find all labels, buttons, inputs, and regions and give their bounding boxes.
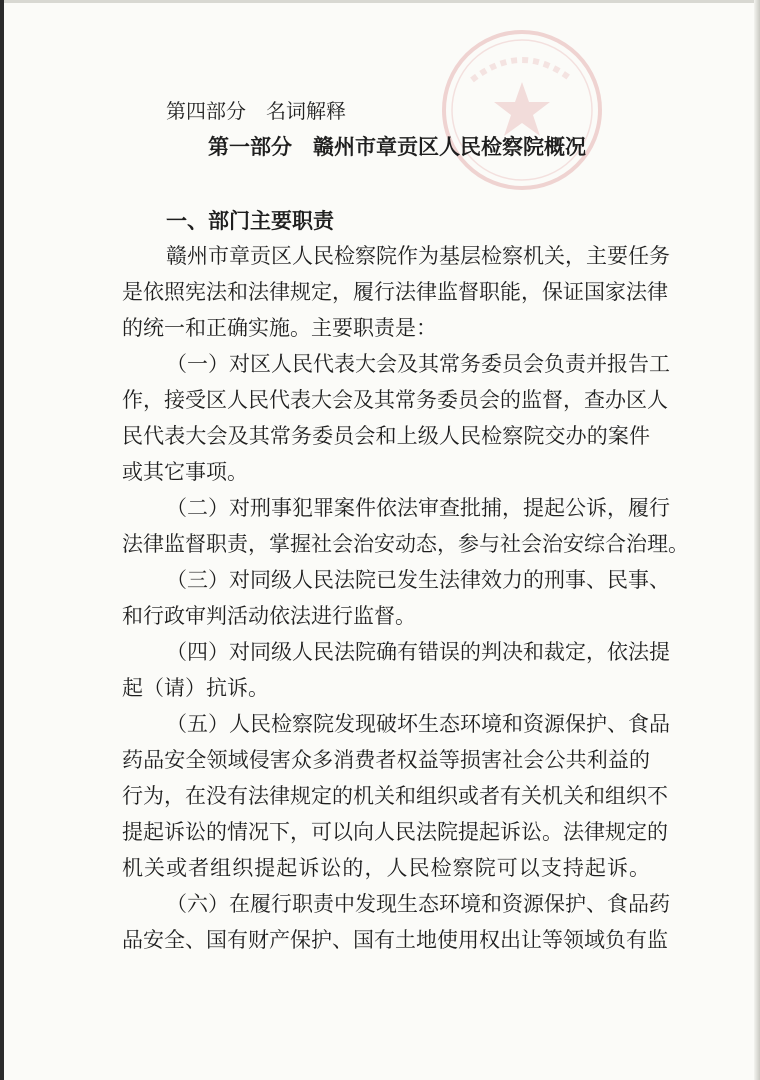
section-4-title: 第四部分 名词解释 <box>166 99 346 123</box>
scan-edge-right <box>754 0 760 1080</box>
scan-edge-top <box>0 0 760 3</box>
paragraph-2-line-4: 或其它事项。 <box>122 460 248 484</box>
part-1-title: 第一部分 赣州市章贡区人民检察院概况 <box>208 134 586 159</box>
paragraph-4-line-2: 和行政审判活动依法进行监督。 <box>122 604 416 628</box>
paragraph-1-line-2: 是依照宪法和法律规定，履行法律监督职能，保证国家法律 <box>122 280 668 304</box>
paragraph-2-line-3: 民代表大会及其常务委员会和上级人民检察院交办的案件 <box>122 424 650 448</box>
paragraph-3-line-1: （二）对刑事犯罪案件依法审查批捕，提起公诉，履行 <box>166 496 670 520</box>
paragraph-7-line-2: 品安全、国有财产保护、国有土地使用权出让等领域负有监 <box>122 928 668 952</box>
paragraph-6-line-4: 提起诉讼的情况下，可以向人民法院提起诉讼。法律规定的 <box>122 820 668 844</box>
paragraph-7-line-1: （六）在履行职责中发现生态环境和资源保护、食品药 <box>166 892 670 916</box>
paragraph-1-line-1: 赣州市章贡区人民检察院作为基层检察机关，主要任务 <box>166 244 670 268</box>
paragraph-5-line-2: 起（请）抗诉。 <box>122 676 269 700</box>
paragraph-6-line-1: （五）人民检察院发现破坏生态环境和资源保护、食品 <box>166 712 670 736</box>
paragraph-4-line-1: （三）对同级人民法院已发生法律效力的刑事、民事、 <box>166 568 670 592</box>
paragraph-3-line-2: 法律监督职责，掌握社会治安动态，参与社会治安综合治理。 <box>122 532 689 556</box>
paragraph-5-line-1: （四）对同级人民法院确有错误的判决和裁定，依法提 <box>166 640 670 664</box>
paragraph-6-line-3: 行为，在没有法律规定的机关和组织或者有关机关和组织不 <box>122 784 668 808</box>
paragraph-6-line-2: 药品安全领域侵害众多消费者权益等损害社会公共利益的 <box>122 748 650 772</box>
section-heading: 一、部门主要职责 <box>166 208 334 233</box>
official-seal-icon <box>432 20 612 200</box>
scan-edge-left <box>0 0 4 1080</box>
paragraph-2-line-1: （一）对区人民代表大会及其常务委员会负责并报告工 <box>166 352 670 376</box>
paragraph-6-line-5: 机关或者组织提起诉讼的，人民检察院可以支持起诉。 <box>122 856 650 880</box>
paragraph-2-line-2: 作，接受区人民代表大会及其常务委员会的监督，查办区人 <box>122 388 668 412</box>
paragraph-1-line-3: 的统一和正确实施。主要职责是： <box>122 316 437 340</box>
